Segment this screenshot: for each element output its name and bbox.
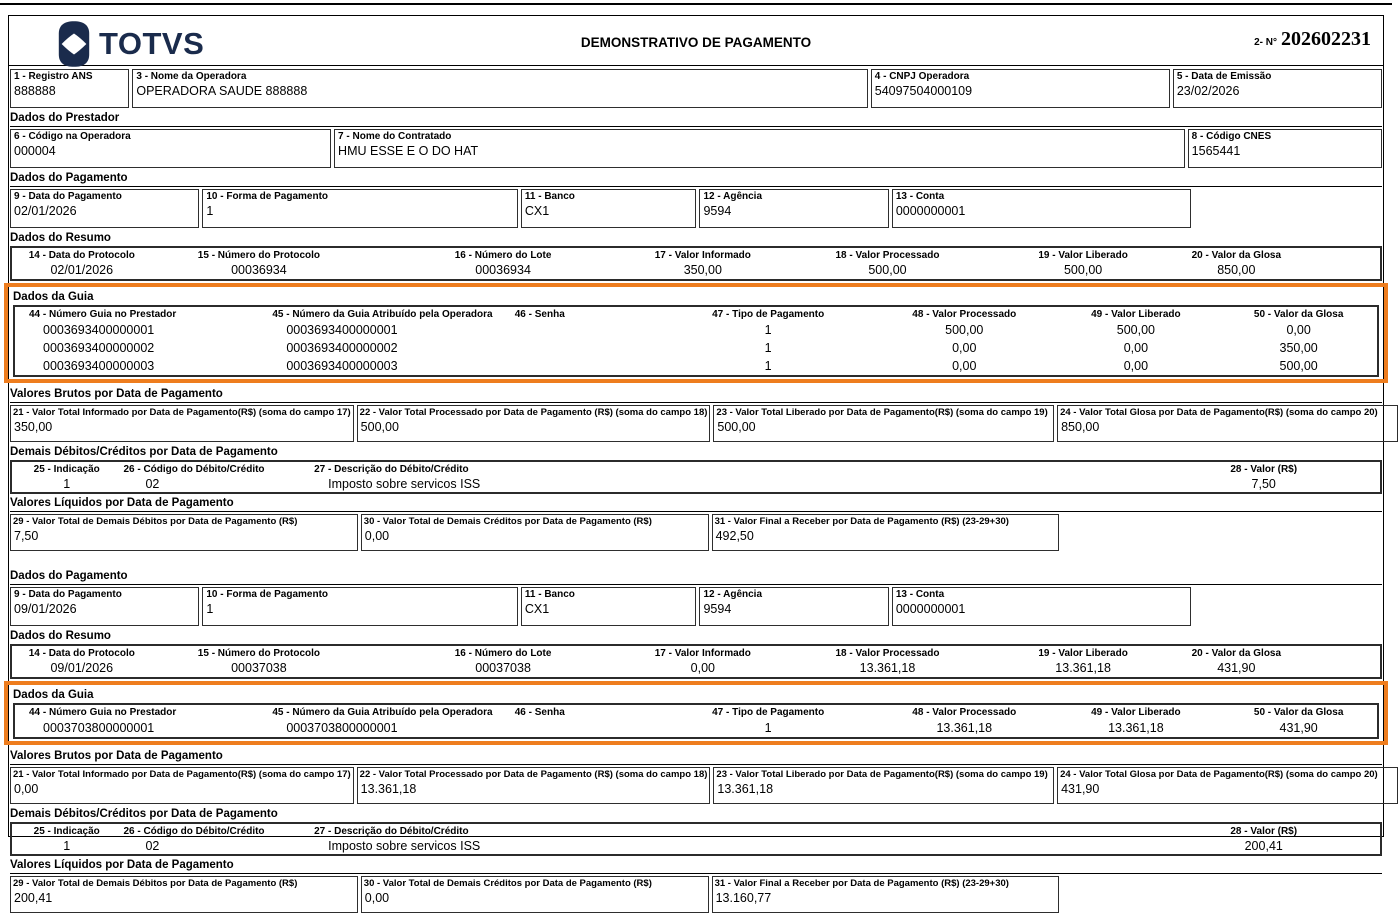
column-header: 20 - Valor da Glosa bbox=[1191, 250, 1282, 261]
field-label: 21 - Valor Total Informado por Data de Pagamento(R$) (soma do campo 17) bbox=[13, 407, 351, 418]
cell-value: 02 bbox=[145, 477, 160, 491]
column-header: 45 - Número da Guia Atribuído pela Operadora bbox=[272, 309, 493, 320]
cell-value: 0003703800000001 bbox=[286, 721, 398, 735]
cell-value: 500,00 bbox=[945, 323, 984, 337]
debitos-header-row bbox=[12, 824, 1380, 838]
cell-value: 431,90 bbox=[1279, 721, 1318, 735]
column-header: 18 - Valor Processado bbox=[835, 250, 940, 261]
field-valor-liberado-total bbox=[713, 405, 1054, 442]
operadora-fields-row bbox=[10, 69, 1382, 108]
column-header: 15 - Número do Protocolo bbox=[197, 648, 321, 659]
cell-value: 500,00 bbox=[1063, 263, 1103, 277]
cell-value: 350,00 bbox=[683, 263, 722, 277]
cell-value: 0,00 bbox=[1123, 359, 1149, 373]
cell-value: 09/01/2026 bbox=[50, 661, 114, 675]
field-value: 500,00 bbox=[360, 420, 399, 434]
column-header: 28 - Valor (R$) bbox=[1230, 464, 1298, 475]
cell-value bbox=[511, 719, 659, 737]
column-header: 16 - Número do Lote bbox=[454, 648, 552, 659]
cell-value: 13.361,18 bbox=[1055, 661, 1111, 675]
field-value: CX1 bbox=[524, 602, 550, 616]
field-value: 13.361,18 bbox=[717, 782, 774, 796]
brutos-fields-row bbox=[10, 405, 1382, 442]
cell-value: Imposto sobre servicos ISS bbox=[328, 839, 481, 853]
cell-value: 500,00 bbox=[868, 263, 907, 277]
field-value: OPERADORA SAUDE 888888 bbox=[136, 84, 308, 98]
cell-value: 0003693400000002 bbox=[43, 341, 155, 355]
column-header: 47 - Tipo de Pagamento bbox=[712, 309, 825, 320]
field-agencia bbox=[699, 587, 888, 626]
debitos-table bbox=[10, 460, 1382, 494]
field-label: 22 - Valor Total Processado por Data de Pagamento (R$) (soma do campo 18) bbox=[359, 769, 708, 780]
field-banco bbox=[521, 587, 697, 626]
guia-header-row bbox=[15, 307, 1377, 321]
field-value: 13.361,18 bbox=[360, 782, 417, 796]
payment-group-2 bbox=[10, 569, 1382, 913]
field-data-pagamento bbox=[10, 587, 199, 626]
section-title-brutos: Valores Brutos por Data de Pagamento bbox=[10, 749, 1382, 765]
field-label: 12 - Agência bbox=[703, 191, 763, 202]
column-header: 16 - Número do Lote bbox=[454, 250, 552, 261]
field-value: CX1 bbox=[524, 204, 550, 218]
totvs-logo-text: TOTVS bbox=[99, 26, 205, 61]
field-nome-operadora bbox=[132, 69, 867, 108]
liquidos-fields-row bbox=[10, 876, 1382, 913]
cell-value: 500,00 bbox=[1116, 323, 1155, 337]
cell-value: 0003693400000001 bbox=[286, 323, 398, 337]
field-value: 1 bbox=[206, 602, 214, 616]
field-value: 0000000001 bbox=[895, 204, 966, 218]
payment-group-1 bbox=[10, 171, 1382, 551]
field-value: 000004 bbox=[14, 144, 56, 158]
column-header: 19 - Valor Liberado bbox=[1038, 648, 1128, 659]
section-title-debitos: Demais Débitos/Créditos por Data de Pagamento bbox=[10, 446, 278, 458]
column-header: 46 - Senha bbox=[514, 309, 565, 320]
cell-value: 13.361,18 bbox=[1108, 721, 1164, 735]
field-value: 0000000001 bbox=[895, 602, 966, 616]
guia-row bbox=[15, 357, 1377, 375]
cell-value: 00037038 bbox=[475, 661, 531, 675]
cell-value bbox=[511, 339, 659, 357]
field-forma-pagamento bbox=[202, 587, 518, 626]
field-valor-informado-total bbox=[10, 405, 354, 442]
field-value: 9594 bbox=[703, 602, 732, 616]
column-header: 48 - Valor Processado bbox=[912, 309, 1017, 320]
field-valor-glosa-total bbox=[1057, 405, 1398, 442]
document-body bbox=[9, 66, 1383, 913]
field-valor-liberado-total bbox=[713, 767, 1054, 804]
field-label: 24 - Valor Total Glosa por Data de Pagamento(R$) (soma do campo 20) bbox=[1060, 769, 1378, 780]
field-value: 0,00 bbox=[14, 782, 39, 796]
field-label: 9 - Data do Pagamento bbox=[14, 589, 122, 600]
field-label: 29 - Valor Total de Demais Débitos por Data de Pagamento (R$) bbox=[13, 516, 298, 527]
column-header: 17 - Valor Informado bbox=[654, 648, 751, 659]
field-value: 23/02/2026 bbox=[1176, 84, 1240, 98]
brutos-fields-row bbox=[10, 767, 1382, 804]
debitos-header-row bbox=[12, 462, 1380, 476]
field-label: 12 - Agência bbox=[703, 589, 763, 600]
resumo-value-row bbox=[12, 660, 1380, 677]
field-banco bbox=[521, 189, 697, 228]
column-header: 28 - Valor (R$) bbox=[1230, 826, 1298, 837]
field-value: 200,41 bbox=[14, 891, 53, 905]
field-value: 54097504000109 bbox=[874, 84, 973, 98]
section-title-debitos: Demais Débitos/Créditos por Data de Pagamento bbox=[10, 808, 278, 820]
field-label: 11 - Banco bbox=[524, 589, 575, 600]
field-value: 492,50 bbox=[715, 529, 754, 543]
cell-value bbox=[511, 321, 659, 339]
cell-value: 13.361,18 bbox=[859, 661, 916, 675]
pagamento-fields-row bbox=[10, 587, 1382, 626]
section-title-resumo: Dados do Resumo bbox=[10, 232, 111, 244]
field-value: 431,90 bbox=[1061, 782, 1100, 796]
field-label: 6 - Código na Operadora bbox=[14, 131, 131, 142]
field-label: 30 - Valor Total de Demais Créditos por Data de Pagamento (R$) bbox=[363, 516, 652, 527]
cell-value: 00037038 bbox=[231, 661, 287, 675]
field-value: 0,00 bbox=[364, 891, 390, 905]
document-header bbox=[9, 16, 1383, 66]
column-header: 18 - Valor Processado bbox=[835, 648, 940, 659]
field-label: 23 - Valor Total Liberado por Data de Pagamento(R$) (soma do campo 19) bbox=[716, 407, 1048, 418]
field-data-pagamento bbox=[10, 189, 199, 228]
field-label: 7 - Nome do Contratado bbox=[338, 131, 452, 142]
field-label: 24 - Valor Total Glosa por Data de Pagamento(R$) (soma do campo 20) bbox=[1060, 407, 1378, 418]
field-codigo-cnes bbox=[1188, 129, 1382, 168]
cell-value: 0003693400000003 bbox=[43, 359, 155, 373]
field-registro-ans bbox=[10, 69, 129, 108]
column-header: 19 - Valor Liberado bbox=[1038, 250, 1128, 261]
field-agencia bbox=[699, 189, 888, 228]
totvs-logo-icon bbox=[55, 20, 93, 68]
resumo-header-row bbox=[12, 248, 1380, 262]
field-data-emissao bbox=[1173, 69, 1382, 108]
field-conta bbox=[892, 587, 1191, 626]
column-header: 49 - Valor Liberado bbox=[1091, 309, 1181, 320]
section-title-pagamento: Dados do Pagamento bbox=[10, 569, 1382, 585]
document-number bbox=[1254, 28, 1371, 51]
column-header: 20 - Valor da Glosa bbox=[1191, 648, 1282, 659]
totvs-logo bbox=[55, 20, 204, 68]
cell-value: 02 bbox=[145, 839, 160, 853]
field-value: 9594 bbox=[703, 204, 732, 218]
cell-value: 13.361,18 bbox=[936, 721, 993, 735]
column-header: 26 - Código do Débito/Crédito bbox=[123, 826, 265, 837]
cell-value: 500,00 bbox=[1279, 359, 1318, 373]
section-title-brutos: Valores Brutos por Data de Pagamento bbox=[10, 387, 1382, 403]
field-label: 30 - Valor Total de Demais Créditos por Data de Pagamento (R$) bbox=[363, 878, 652, 889]
debitos-table bbox=[10, 822, 1382, 856]
guia-highlight-box bbox=[4, 681, 1388, 745]
page-title: DEMONSTRATIVO DE PAGAMENTO bbox=[580, 35, 812, 50]
column-header: 48 - Valor Processado bbox=[912, 707, 1017, 718]
field-label: 3 - Nome da Operadora bbox=[136, 71, 247, 82]
field-value: 1565441 bbox=[1191, 144, 1241, 158]
guia-table bbox=[13, 703, 1379, 739]
column-header: 44 - Número Guia no Prestador bbox=[29, 707, 177, 718]
field-nome-contratado bbox=[334, 129, 1185, 168]
top-rule bbox=[0, 3, 1392, 5]
field-value: 13.160,77 bbox=[715, 891, 772, 905]
cell-value: 0003693400000002 bbox=[286, 341, 398, 355]
cell-value: 200,41 bbox=[1244, 839, 1283, 853]
resumo-header-row bbox=[12, 646, 1380, 660]
guia-row bbox=[15, 339, 1377, 357]
field-label: 9 - Data do Pagamento bbox=[14, 191, 122, 202]
column-header: 26 - Código do Débito/Crédito bbox=[123, 464, 265, 475]
section-title-pagamento: Dados do Pagamento bbox=[10, 171, 1382, 187]
field-value: 09/01/2026 bbox=[14, 602, 77, 616]
field-value: 850,00 bbox=[1061, 420, 1100, 434]
guia-row bbox=[15, 719, 1377, 737]
column-header: 49 - Valor Liberado bbox=[1091, 707, 1181, 718]
field-demais-debitos-total bbox=[10, 876, 358, 913]
field-label: 22 - Valor Total Processado por Data de Pagamento (R$) (soma do campo 18) bbox=[359, 407, 708, 418]
guia-highlight-box bbox=[4, 283, 1388, 383]
field-valor-informado-total bbox=[10, 767, 354, 804]
section-title-guia: Dados da Guia bbox=[13, 291, 94, 303]
debitos-value-row bbox=[12, 476, 1380, 492]
cell-value: Imposto sobre servicos ISS bbox=[328, 477, 481, 491]
cell-value: 0,00 bbox=[1286, 323, 1311, 337]
field-value: HMU ESSE E O DO HAT bbox=[338, 144, 479, 158]
cell-value: 350,00 bbox=[1279, 341, 1318, 355]
field-label: 31 - Valor Final a Receber por Data de Pagamento (R$) (23-29+30) bbox=[714, 878, 1009, 889]
field-label: 5 - Data de Emissão bbox=[1176, 71, 1272, 82]
field-valor-processado-total bbox=[357, 767, 711, 804]
section-title-liquidos: Valores Líquidos por Data de Pagamento bbox=[10, 858, 1382, 874]
field-label: 8 - Código CNES bbox=[1191, 131, 1272, 142]
section-title-prestador: Dados do Prestador bbox=[10, 111, 1382, 127]
field-value: 0,00 bbox=[364, 529, 390, 543]
field-label: 13 - Conta bbox=[895, 589, 945, 600]
field-forma-pagamento bbox=[202, 189, 518, 228]
cell-value: 00036934 bbox=[231, 263, 287, 277]
field-label: 21 - Valor Total Informado por Data de Pagamento(R$) (soma do campo 17) bbox=[13, 769, 351, 780]
column-header: 50 - Valor da Glosa bbox=[1253, 707, 1344, 718]
field-conta bbox=[892, 189, 1191, 228]
cell-value: 1 bbox=[63, 839, 71, 853]
field-valor-final-receber bbox=[712, 876, 1060, 913]
resumo-table bbox=[10, 246, 1382, 281]
resumo-table bbox=[10, 644, 1382, 679]
cell-value: 0003703800000001 bbox=[43, 721, 155, 735]
cell-value: 1 bbox=[764, 323, 772, 337]
cell-value: 0003693400000003 bbox=[286, 359, 398, 373]
cell-value: 850,00 bbox=[1217, 263, 1256, 277]
column-header: 14 - Data do Protocolo bbox=[28, 250, 135, 261]
column-header: 25 - Indicação bbox=[33, 464, 100, 475]
guia-header-row bbox=[15, 705, 1377, 719]
column-header: 47 - Tipo de Pagamento bbox=[712, 707, 825, 718]
field-value: 888888 bbox=[14, 84, 56, 98]
field-value: 7,50 bbox=[14, 529, 39, 543]
field-value: 02/01/2026 bbox=[14, 204, 77, 218]
cell-value: 0,00 bbox=[690, 661, 715, 675]
document-page bbox=[8, 15, 1384, 905]
field-value: 500,00 bbox=[717, 420, 756, 434]
document-number-value: 202602231 bbox=[1281, 28, 1371, 50]
column-header: 14 - Data do Protocolo bbox=[28, 648, 135, 659]
cell-value: 0,00 bbox=[1123, 341, 1149, 355]
cell-value: 0,00 bbox=[952, 341, 977, 355]
cell-value: 0003693400000001 bbox=[43, 323, 155, 337]
prestador-fields-row bbox=[10, 129, 1382, 168]
column-header: 25 - Indicação bbox=[33, 826, 100, 837]
debitos-value-row bbox=[12, 838, 1380, 854]
field-label: 23 - Valor Total Liberado por Data de Pagamento(R$) (soma do campo 19) bbox=[716, 769, 1048, 780]
pagamento-fields-row bbox=[10, 189, 1382, 228]
section-title-guia: Dados da Guia bbox=[13, 689, 94, 701]
field-label: 4 - CNPJ Operadora bbox=[874, 71, 970, 82]
field-label: 13 - Conta bbox=[895, 191, 945, 202]
liquidos-fields-row bbox=[10, 514, 1382, 551]
column-header: 44 - Número Guia no Prestador bbox=[29, 309, 177, 320]
document-number-label: 2- N° bbox=[1254, 37, 1277, 48]
field-codigo-operadora bbox=[10, 129, 331, 168]
field-cnpj-operadora bbox=[871, 69, 1170, 108]
cell-value: 1 bbox=[764, 721, 772, 735]
field-label: 10 - Forma de Pagamento bbox=[206, 191, 329, 202]
cell-value bbox=[511, 357, 659, 375]
guia-row bbox=[15, 321, 1377, 339]
resumo-value-row bbox=[12, 262, 1380, 279]
field-valor-processado-total bbox=[357, 405, 711, 442]
column-header: 15 - Número do Protocolo bbox=[197, 250, 321, 261]
field-label: 10 - Forma de Pagamento bbox=[206, 589, 329, 600]
field-label: 1 - Registro ANS bbox=[14, 71, 93, 82]
cell-value: 00036934 bbox=[475, 263, 531, 277]
cell-value: 1 bbox=[764, 341, 772, 355]
field-label: 31 - Valor Final a Receber por Data de Pagamento (R$) (23-29+30) bbox=[714, 516, 1009, 527]
field-value: 1 bbox=[206, 204, 214, 218]
column-header: 46 - Senha bbox=[514, 707, 565, 718]
field-valor-final-receber bbox=[712, 514, 1060, 551]
column-header: 17 - Valor Informado bbox=[654, 250, 751, 261]
section-title-liquidos: Valores Líquidos por Data de Pagamento bbox=[10, 496, 1382, 512]
field-value: 350,00 bbox=[14, 420, 53, 434]
field-demais-creditos-total bbox=[361, 514, 709, 551]
column-header: 50 - Valor da Glosa bbox=[1253, 309, 1344, 320]
column-header: 27 - Descrição do Débito/Crédito bbox=[314, 464, 469, 475]
cell-value: 431,90 bbox=[1217, 661, 1256, 675]
cell-value: 02/01/2026 bbox=[50, 263, 114, 277]
field-label: 11 - Banco bbox=[524, 191, 575, 202]
field-valor-glosa-total bbox=[1057, 767, 1398, 804]
guia-table bbox=[13, 305, 1379, 377]
cell-value: 1 bbox=[63, 477, 71, 491]
cell-value: 7,50 bbox=[1251, 477, 1276, 491]
column-header: 45 - Número da Guia Atribuído pela Operadora bbox=[272, 707, 493, 718]
field-demais-creditos-total bbox=[361, 876, 709, 913]
cell-value: 1 bbox=[764, 359, 772, 373]
cell-value: 0,00 bbox=[952, 359, 977, 373]
field-demais-debitos-total bbox=[10, 514, 358, 551]
field-label: 29 - Valor Total de Demais Débitos por Data de Pagamento (R$) bbox=[13, 878, 298, 889]
column-header: 27 - Descrição do Débito/Crédito bbox=[314, 826, 469, 837]
section-title-resumo: Dados do Resumo bbox=[10, 630, 111, 642]
